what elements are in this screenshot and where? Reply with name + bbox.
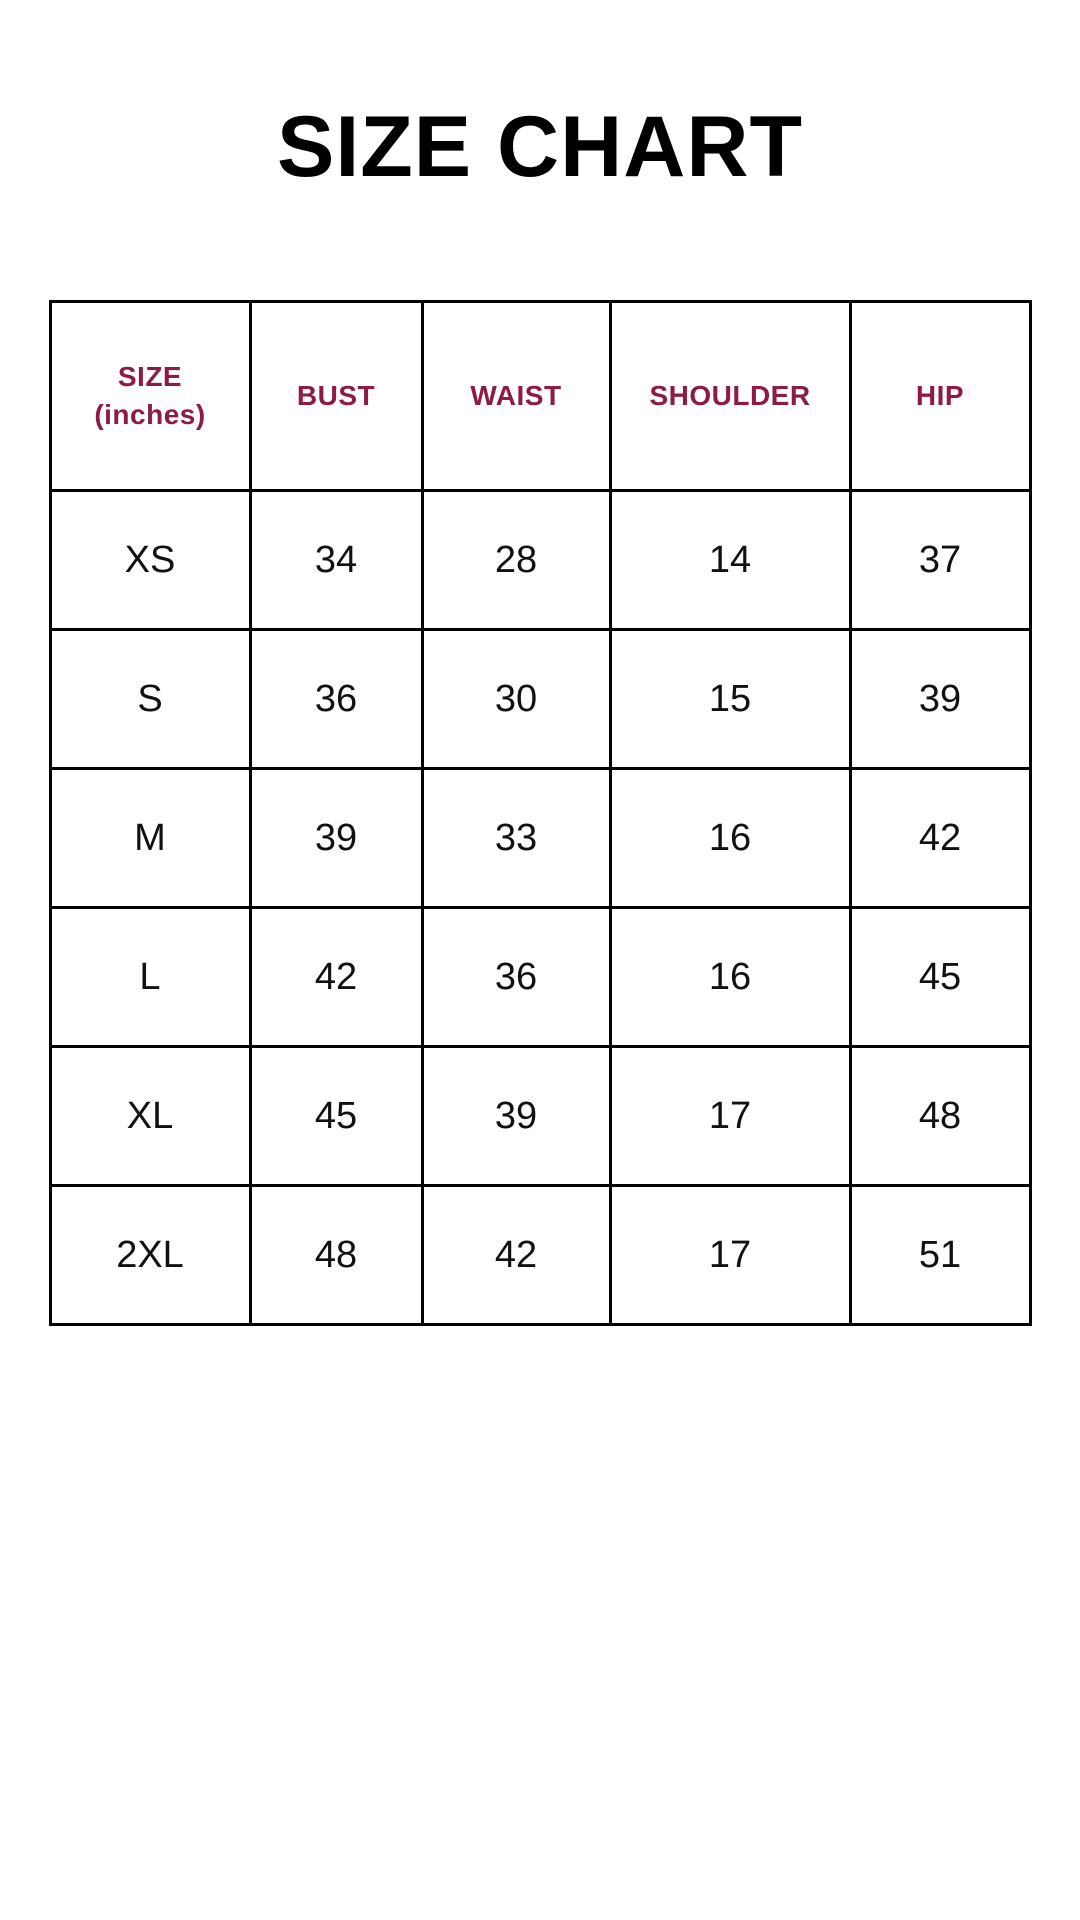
cell-bust: 34 [250,491,422,630]
cell-hip: 37 [850,491,1030,630]
cell-shoulder: 15 [610,630,850,769]
column-header-shoulder: SHOULDER [610,302,850,491]
table-body [50,491,1030,1325]
cell-hip: 45 [850,908,1030,1047]
table-row [50,769,1030,908]
cell-shoulder: 17 [610,1047,850,1186]
column-header-waist: WAIST [422,302,610,491]
cell-bust: 42 [250,908,422,1047]
cell-shoulder: 14 [610,491,850,630]
cell-waist: 33 [422,769,610,908]
cell-size: 2XL [50,1186,250,1325]
cell-size: XL [50,1047,250,1186]
cell-waist: 42 [422,1186,610,1325]
table-row [50,1047,1030,1186]
table-header [50,302,1030,491]
cell-waist: 39 [422,1047,610,1186]
cell-size: L [50,908,250,1047]
cell-shoulder: 17 [610,1186,850,1325]
size-chart-table [49,300,1032,1326]
cell-size: S [50,630,250,769]
cell-size: XS [50,491,250,630]
table-row [50,630,1030,769]
cell-shoulder: 16 [610,908,850,1047]
cell-bust: 45 [250,1047,422,1186]
page-title: SIZE CHART [277,99,803,195]
table-row [50,1186,1030,1325]
cell-size: M [50,769,250,908]
column-header-size-label: SIZE [117,361,183,392]
table-row [50,491,1030,630]
cell-hip: 39 [850,630,1030,769]
cell-hip: 51 [850,1186,1030,1325]
column-header-size-unit: (inches) [94,399,206,430]
cell-waist: 28 [422,491,610,630]
cell-bust: 36 [250,630,422,769]
column-header-size [50,302,250,491]
cell-shoulder: 16 [610,769,850,908]
cell-bust: 48 [250,1186,422,1325]
cell-hip: 42 [850,769,1030,908]
column-header-bust: BUST [250,302,422,491]
cell-waist: 30 [422,630,610,769]
table-row [50,908,1030,1047]
cell-hip: 48 [850,1047,1030,1186]
table-header-row [50,302,1030,491]
column-header-hip: HIP [850,302,1030,491]
cell-bust: 39 [250,769,422,908]
cell-waist: 36 [422,908,610,1047]
size-table-container [50,300,1030,1326]
